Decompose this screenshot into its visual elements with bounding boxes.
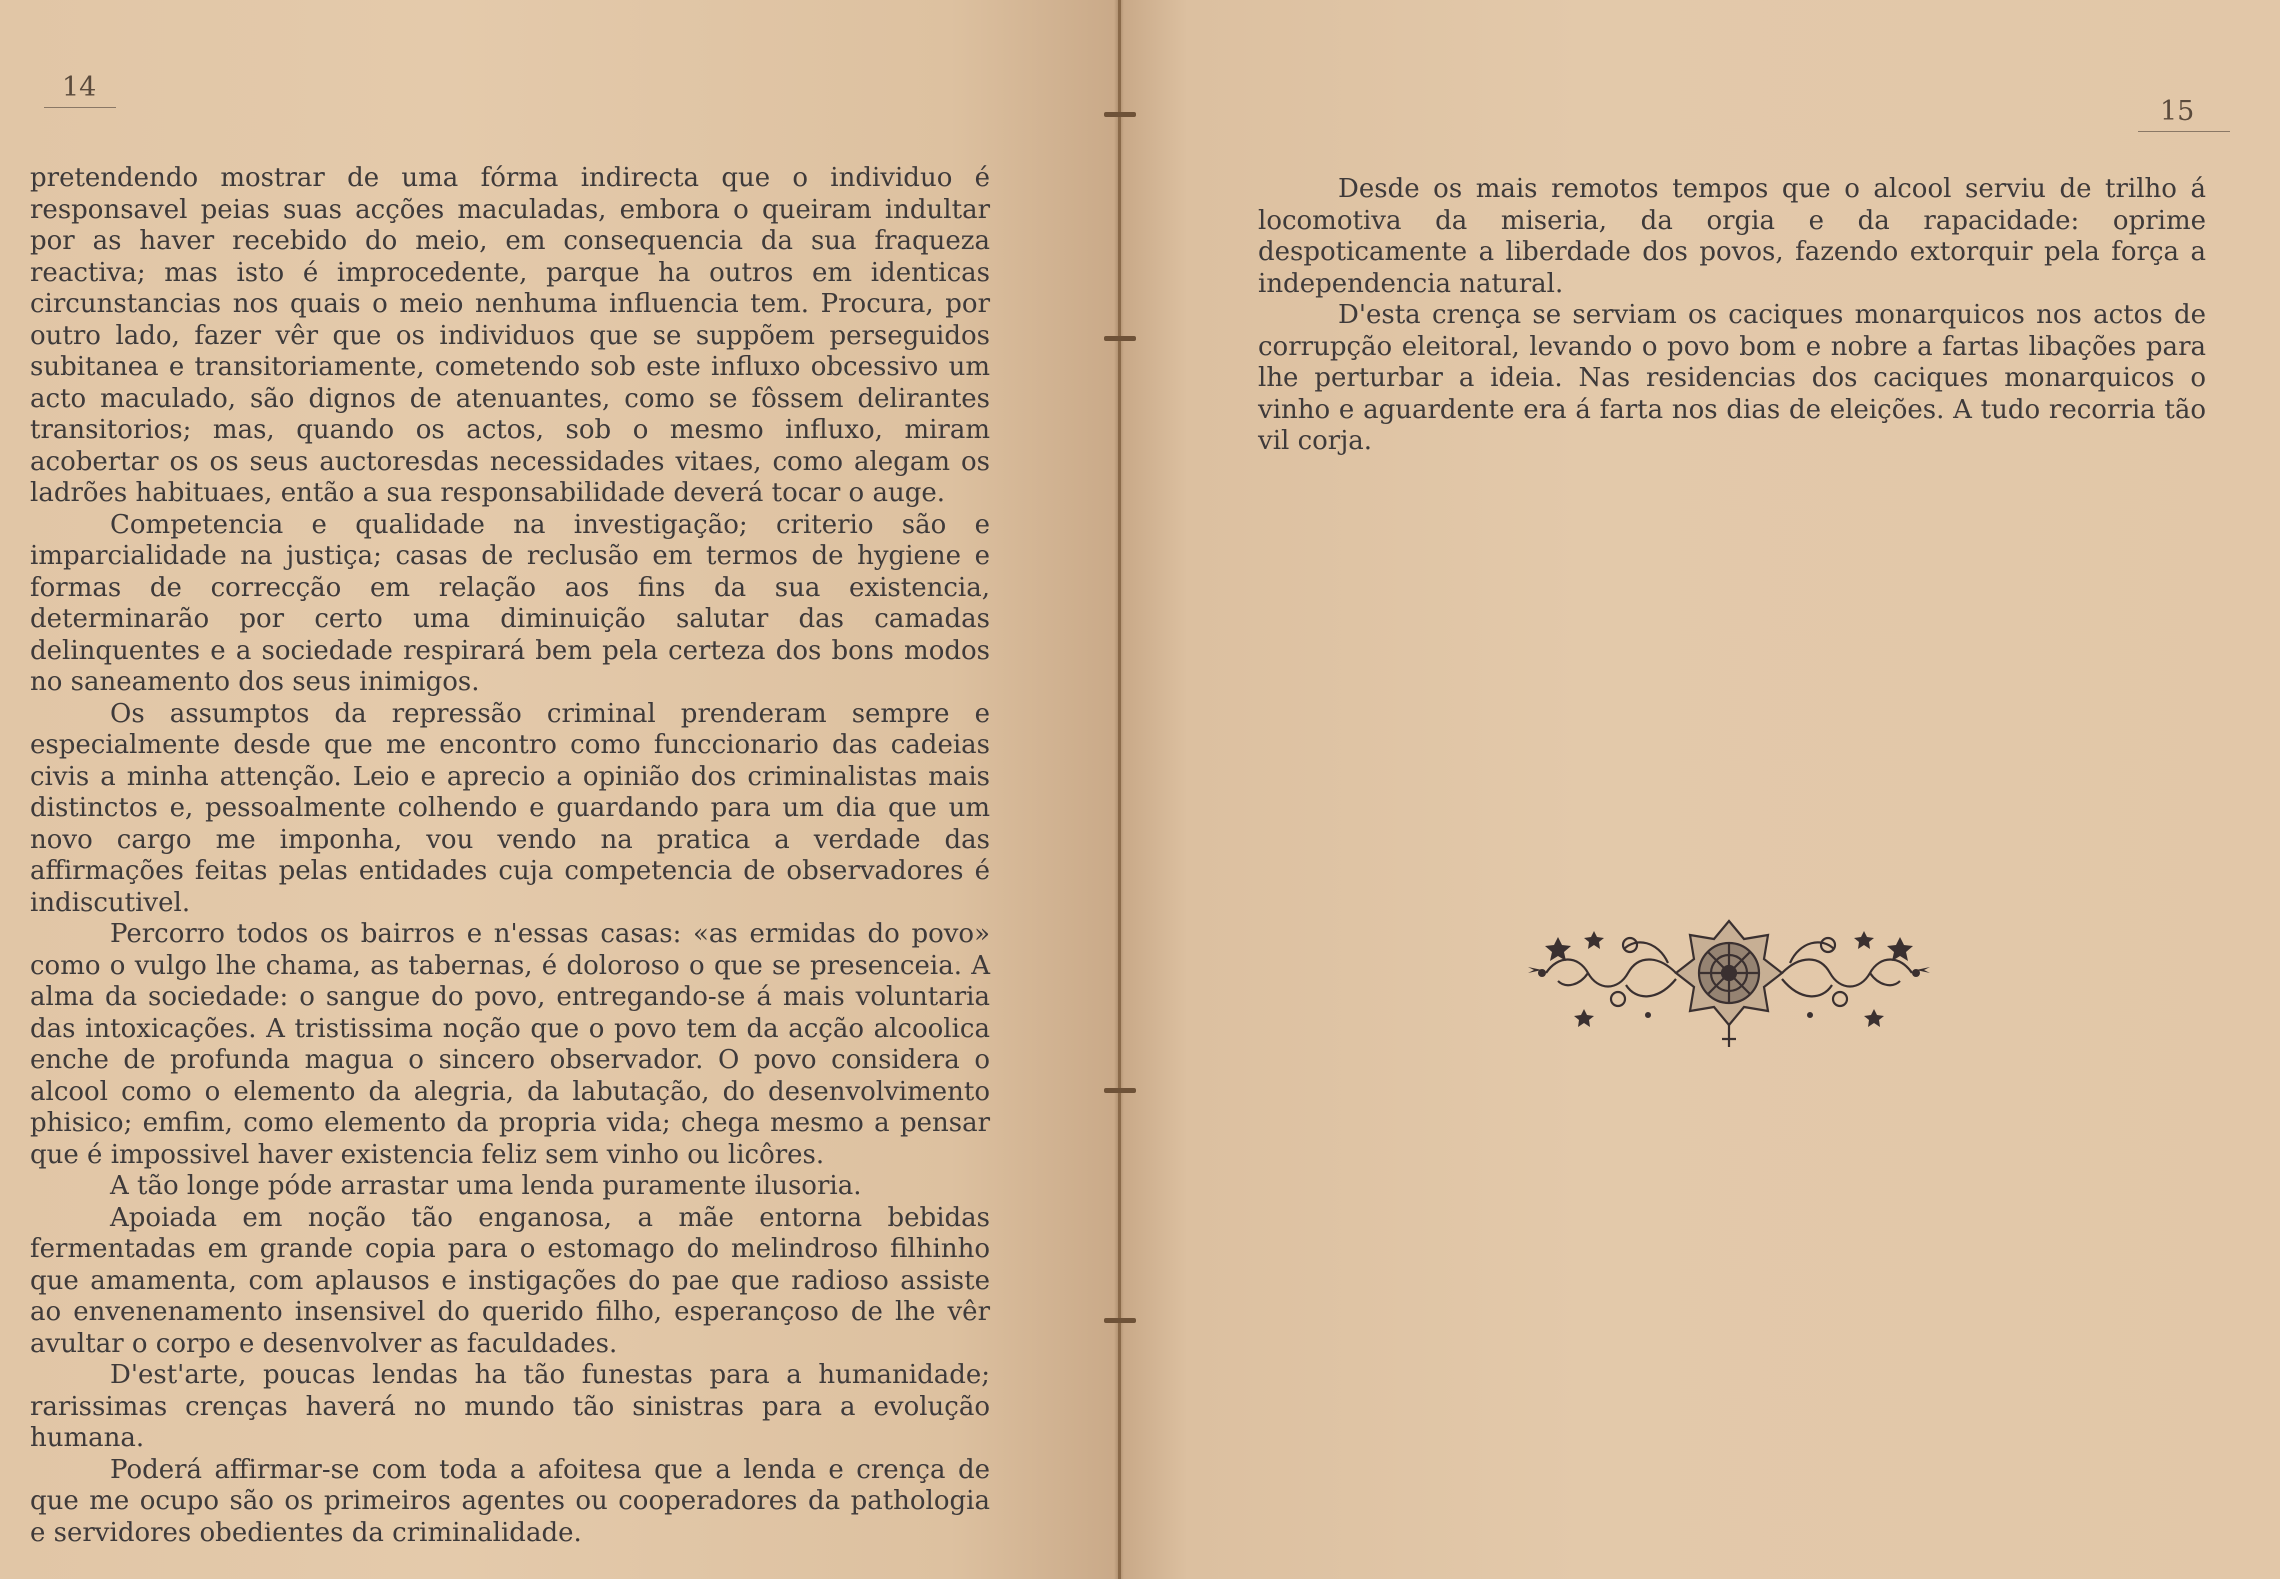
paragraph: Percorro todos os bairros e n'essas casas: «as ermidas do povo» como o vulgo lhe chama, as tabernas, é doloroso o que se presenceia. A alma da sociedade: o sangue do povo, entregando-se á mais voluntaria das intoxicações. A tristissima noção que o povo tem da acção alcoolica enche de profunda magua o sincero observador. O povo considera o alcool como o elemento da alegria, da labutação, do desenvolvimento phisico; emfim, como elemento da propria vida; chega mesmo a pensar que é impossivel haver existencia feliz sem vinho ou licôres.	[30, 919, 990, 1170]
paragraph: Competencia e qualidade na investigação; criterio são e imparcialidade na justiça; casas de reclusão em termos de hygiene e formas de correcção em relação aos fins da sua existencia, determinarão por certo uma diminuição salutar das camadas delinquentes e a sociedade respirará bem pela certeza dos bons modos no saneamento dos seus inimigos.	[30, 509, 990, 697]
paragraph: Os assumptos da repressão criminal prenderam sempre e especialmente desde que me encontro como funccionario das cadeias civis a minha attenção. Leio e aprecio a opinião dos criminalistas mais distinctos e, pessoalmente colhendo e guardando para um dia que um novo cargo me imponha, vou vendo na pratica a verdade das affirmações feitas pelas entidades cuja competencia de observadores é indiscutivel.	[30, 698, 990, 918]
left-page-text	[30, 163, 990, 1549]
binding-stitch	[1104, 336, 1136, 341]
paragraph: pretendendo mostrar de uma fórma indirecta que o individuo é responsavel peias suas acções maculadas, embora o queiram indultar por as haver recebido do meio, em consequencia da sua fraqueza reactiva; mas isto é improcedente, parque ha outros em identicas circunstancias nos quais o meio nenhuma influencia tem. Procura, por outro lado, fazer vêr que os individuos que se suppõem perseguidos subitanea e transitoriamente, cometendo sob este influxo obcessivo um acto maculado, são dignos de atenuantes, como se fôssem delirantes transitorios; mas, quando os actos, sob o mesmo influxo, miram acobertar os os seus auctoresdas necessidades vitaes, como alegam os ladrões habituaes, então a sua responsabilidade deverá tocar o auge.	[30, 163, 990, 508]
binding-thread	[1118, 0, 1121, 1579]
floral-ornament-icon	[1518, 915, 1940, 1055]
paragraph: D'est'arte, poucas lendas ha tão funestas para a humanidade; rarissimas crenças haverá no mundo tão sinistras para a evolução humana.	[30, 1360, 990, 1453]
paragraph: Poderá affirmar-se com toda a afoitesa que a lenda e crença de que me ocupo são os primeiros agentes ou cooperadores da pathologia e servidores obedientes da criminalidade.	[30, 1454, 990, 1548]
binding-stitch	[1104, 1088, 1136, 1093]
paragraph: Apoiada em noção tão enganosa, a mãe entorna bebidas fermentadas em grande copia para o estomago do melindroso filhinho que amamenta, com aplausos e instigações do pae que radioso assiste ao envenenamento insensivel do querido filho, esperançoso de lhe vêr avultar o corpo e desenvolver as faculdades.	[30, 1202, 990, 1359]
paragraph: Desde os mais remotos tempos que o alcool serviu de trilho á locomotiva da miseria, da orgia e da rapacidade: oprime despoticamente a liberdade dos povos, fazendo extorquir pela força a independencia natural.	[1258, 174, 2206, 299]
page-number-rule-left	[44, 107, 116, 108]
binding-stitch	[1104, 1318, 1136, 1323]
page-number-left: 14	[62, 72, 97, 103]
page-number-rule-right	[2138, 131, 2230, 132]
page-number-right: 15	[2160, 96, 2195, 127]
left-page	[0, 0, 1118, 1579]
paragraph: D'esta crença se serviam os caciques monarquicos nos actos de corrupção eleitoral, levando o povo bom e nobre a fartas libações para lhe perturbar a ideia. Nas residencias dos caciques monarquicos o vinho e aguardente era á farta nos dias de eleições. A tudo recorria tão vil corja.	[1258, 300, 2206, 456]
right-page-text	[1258, 174, 2206, 458]
paragraph: A tão longe póde arrastar uma lenda puramente ilusoria.	[110, 1171, 862, 1201]
right-page	[1118, 0, 2280, 1579]
binding-stitch	[1104, 112, 1136, 117]
